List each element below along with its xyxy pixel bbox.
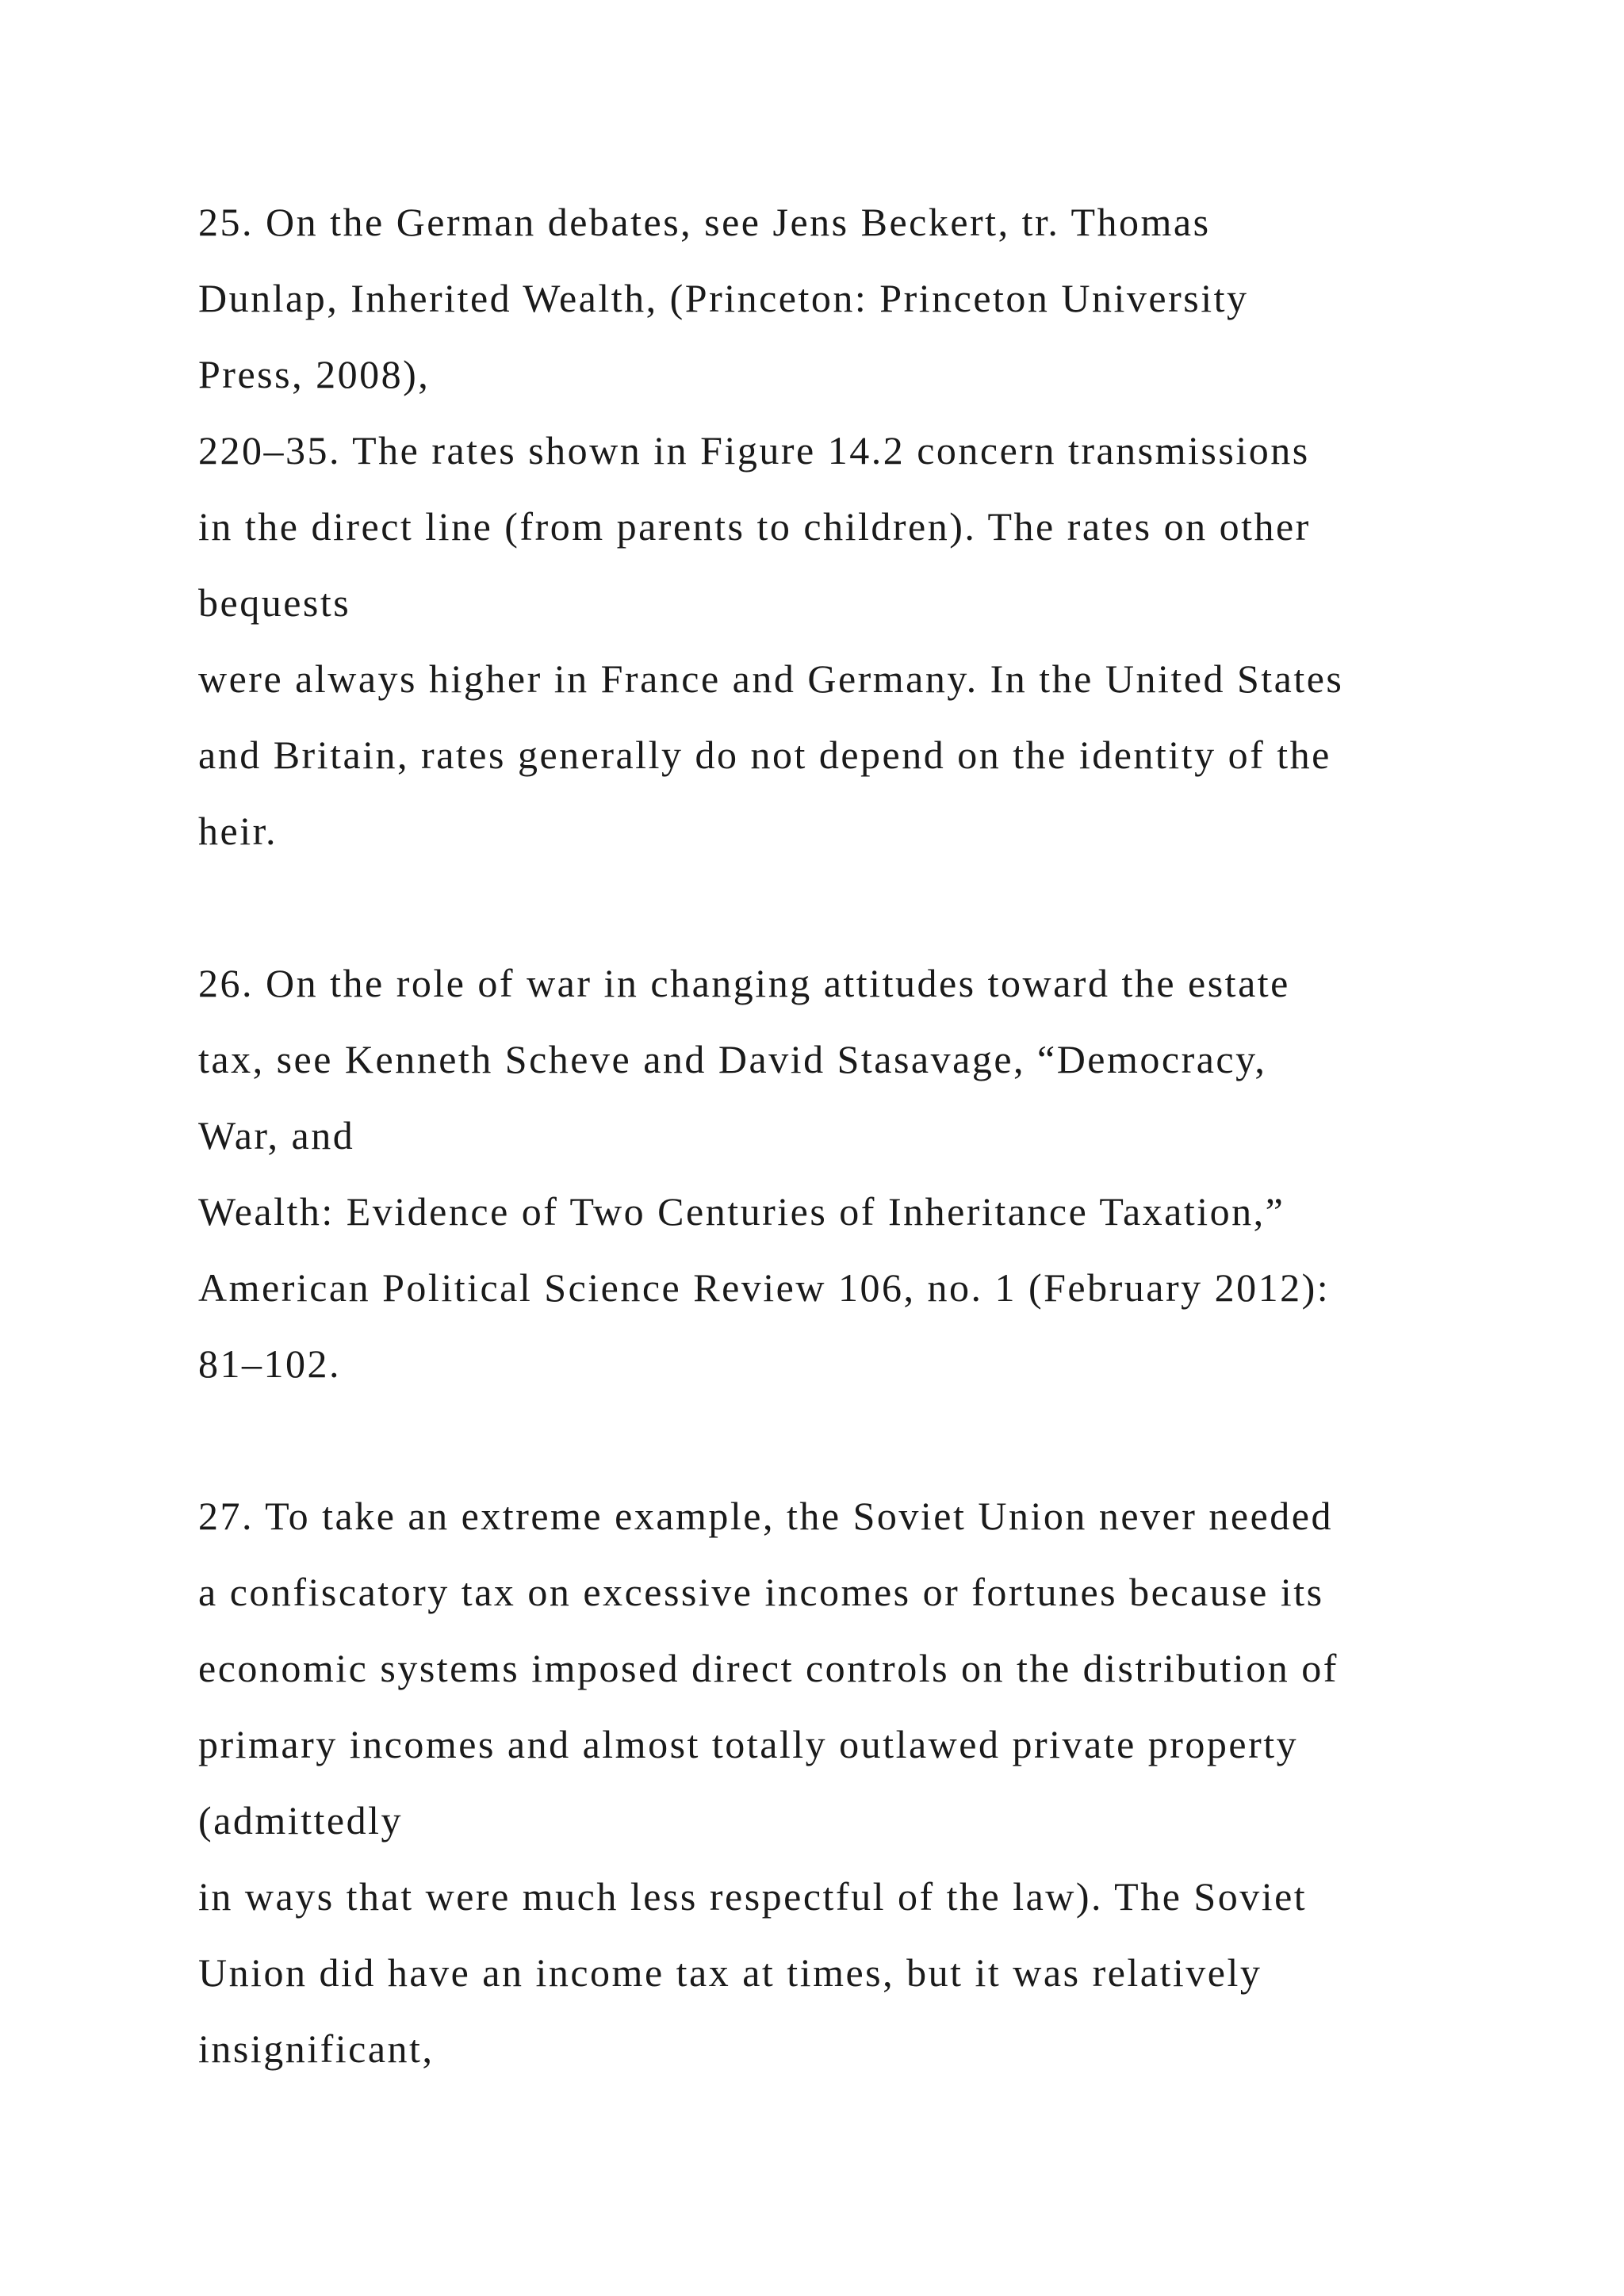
text-line: 220–35. The rates shown in Figure 14.2 concern transmissions xyxy=(198,428,1310,473)
text-line: economic systems imposed direct controls on the distribution of xyxy=(198,1646,1339,1690)
endnote-26 xyxy=(198,945,1546,1402)
endnote-27 xyxy=(198,1478,1546,2087)
text-line: Dunlap, Inherited Wealth, (Princeton: Princeton University xyxy=(198,276,1249,320)
text-line: Wealth: Evidence of Two Centuries of Inheritance Taxation,” xyxy=(198,1189,1285,1234)
text-line: and Britain, rates generally do not depend on the identity of the xyxy=(198,733,1331,777)
text-line: Union did have an income tax at times, but it was relatively xyxy=(198,1950,1262,1995)
text-line: bequests xyxy=(198,580,351,625)
text-line: primary incomes and almost totally outlawed private property xyxy=(198,1722,1299,1766)
text-line: (admittedly xyxy=(198,1798,403,1843)
text-line: heir. xyxy=(198,809,278,853)
text-line: Press, 2008), xyxy=(198,352,431,396)
endnote-25 xyxy=(198,184,1546,869)
text-line: 25. On the German debates, see Jens Beckert, tr. Thomas xyxy=(198,200,1211,244)
paragraph-gap xyxy=(198,1402,1546,1478)
text-line: War, and xyxy=(198,1113,355,1158)
text-line: in ways that were much less respectful of the law). The Soviet xyxy=(198,1874,1308,1919)
text-line: 26. On the role of war in changing attitudes toward the estate xyxy=(198,961,1290,1005)
text-line: 81–102. xyxy=(198,1341,341,1386)
text-line: 27. To take an extreme example, the Soviet Union never needed xyxy=(198,1494,1333,1538)
text-line: were always higher in France and Germany. In the United States xyxy=(198,656,1344,701)
text-line: tax, see Kenneth Scheve and David Stasavage, “Democracy, xyxy=(198,1037,1267,1081)
text-line: American Political Science Review 106, no. 1 (February 2012): xyxy=(198,1265,1331,1310)
text-line: in the direct line (from parents to children). The rates on other xyxy=(198,504,1311,549)
paragraph-gap xyxy=(198,869,1546,945)
text-line: a confiscatory tax on excessive incomes or fortunes because its xyxy=(198,1570,1324,1614)
text-line: insignificant, xyxy=(198,2026,435,2071)
endnotes xyxy=(198,184,1546,2087)
